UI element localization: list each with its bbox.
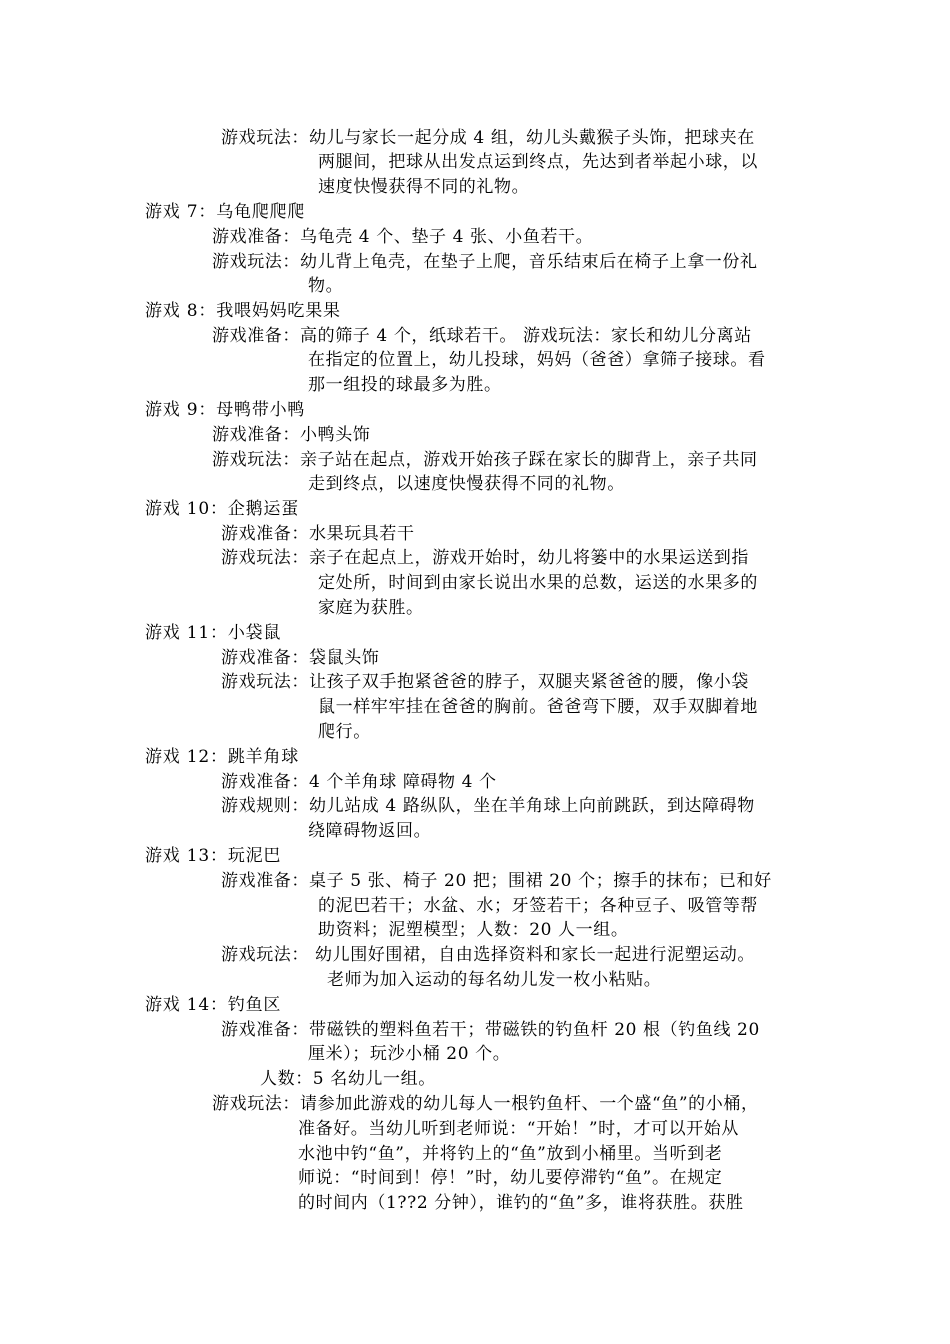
text-line: 游戏准备：袋鼠头饰 [221,648,380,668]
game-heading: 游戏 8：我喂妈妈吃果果 [145,301,341,321]
game-heading: 游戏 12：跳羊角球 [145,747,300,767]
text-line: 的泥巴若干；水盆、水；牙签若干；各种豆子、吸管等帮 [318,896,758,916]
text-line: 走到终点，以速度快慢获得不同的礼物。 [308,474,625,494]
text-line: 人数：5 名幼儿一组。 [260,1069,436,1089]
text-line: 游戏玩法：让孩子双手抱紧爸爸的脖子，双腿夹紧爸爸的腰，像小袋 [221,672,749,692]
text-line: 速度快慢获得不同的礼物。 [318,177,530,197]
text-line: 两腿间，把球从出发点运到终点，先达到者举起小球，以 [318,152,758,172]
text-line: 的时间内（1??2 分钟），谁钓的“鱼”多，谁将获胜。获胜 [298,1193,744,1213]
text-line: 水池中钓“鱼”，并将钓上的“鱼”放到小桶里。当听到老 [298,1144,723,1164]
game-heading: 游戏 7：乌龟爬爬爬 [145,202,306,222]
text-line: 定处所，时间到由家长说出水果的总数，运送的水果多的 [318,573,758,593]
game-heading: 游戏 11：小袋鼠 [145,623,282,643]
text-line: 在指定的位置上，幼儿投球，妈妈（爸爸）拿筛子接球。看 [308,350,766,370]
game-heading: 游戏 14：钓鱼区 [145,995,282,1015]
text-line: 鼠一样牢牢挂在爸爸的胸前。爸爸弯下腰，双手双脚着地 [318,697,758,717]
text-line: 游戏玩法：请参加此游戏的幼儿每人一根钓鱼杆、一个盛“鱼”的小桶， [212,1094,759,1114]
text-line: 物。 [308,276,344,296]
game-heading: 游戏 10：企鹅运蛋 [145,499,300,519]
text-line: 老师为加入运动的每名幼儿发一枚小粘贴。 [327,970,662,990]
text-line: 游戏准备：4 个羊角球 障碍物 4 个 [221,772,497,792]
text-line: 游戏准备：水果玩具若干 [221,524,415,544]
text-line: 游戏准备：小鸭头饰 [212,425,371,445]
game-heading: 游戏 13：玩泥巴 [145,846,282,866]
text-line: 游戏玩法： 幼儿围好围裙，自由选择资料和家长一起进行泥塑运动。 [221,945,756,965]
text-line: 游戏准备：高的筛子 4 个，纸球若干。 游戏玩法：家长和幼儿分离站 [212,326,752,346]
text-line: 游戏玩法：幼儿与家长一起分成 4 组，幼儿头戴猴子头饰，把球夹在 [221,128,755,148]
text-line: 游戏规则：幼儿站成 4 路纵队，坐在羊角球上向前跳跃，到达障碍物 [221,796,755,816]
text-line: 游戏准备：桌子 5 张、椅子 20 把；围裙 20 个；擦手的抹布；已和好 [221,871,772,891]
text-line: 厘米）；玩沙小桶 20 个。 [308,1044,511,1064]
text-line: 游戏玩法：亲子在起点上，游戏开始时，幼儿将篓中的水果运送到指 [221,548,749,568]
game-heading: 游戏 9：母鸭带小鸭 [145,400,306,420]
text-line: 助资料；泥塑模型；人数：20 人一组。 [318,920,629,940]
text-line: 师说：“时间到！停！”时，幼儿要停滞钓“鱼”。在规定 [298,1168,723,1188]
text-line: 游戏玩法：亲子站在起点，游戏开始孩子踩在家长的脚背上，亲子共同 [212,450,758,470]
text-line: 爬行。 [318,722,371,742]
text-line: 游戏准备：带磁铁的塑料鱼若干；带磁铁的钓鱼杆 20 根（钓鱼线 20 [221,1020,760,1040]
text-line: 那一组投的球最多为胜。 [308,375,502,395]
text-line: 游戏准备：乌龟壳 4 个、垫子 4 张、小鱼若干。 [212,227,594,247]
text-line: 绕障碍物返回。 [308,821,432,841]
text-line: 游戏玩法：幼儿背上龟壳，在垫子上爬，音乐结束后在椅子上拿一份礼 [212,252,758,272]
text-line: 家庭为获胜。 [318,598,424,618]
text-line: 准备好。当幼儿听到老师说：“开始！”时，才可以开始从 [298,1119,739,1139]
